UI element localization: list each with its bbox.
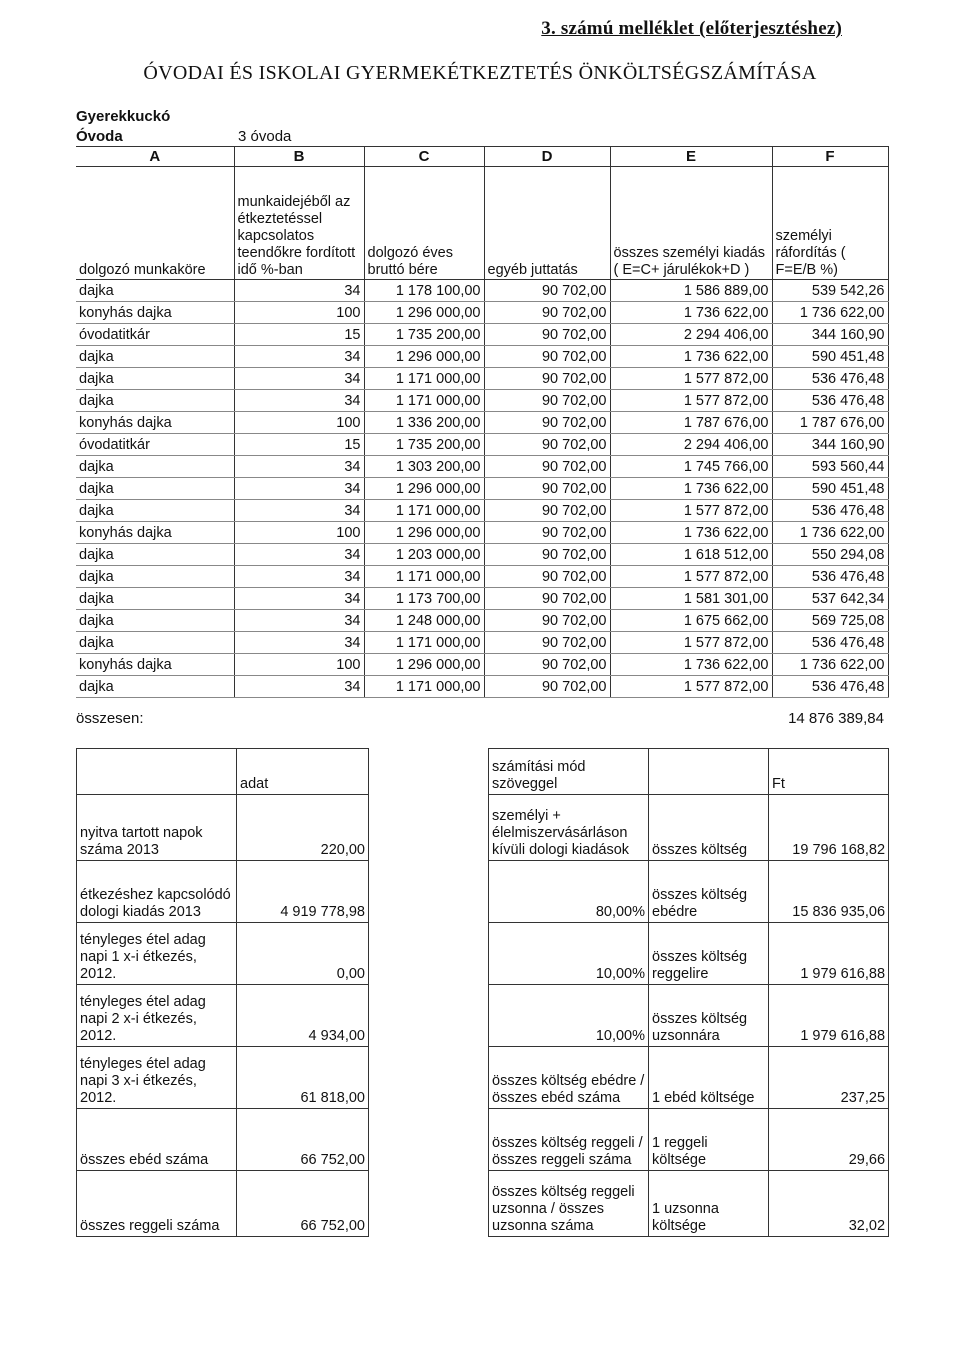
gross-salary: 1 171 000,00 — [364, 676, 484, 698]
column-letter: A — [76, 147, 234, 167]
calc-value: 1 979 616,88 — [769, 923, 889, 985]
personnel-expense: 1 581 301,00 — [610, 588, 772, 610]
input-row — [77, 985, 369, 1047]
calc-row — [489, 985, 889, 1047]
calc-method: személyi + élelmiszervásárláson kívüli dologi kiadások — [492, 808, 630, 858]
column-letter: B — [234, 147, 364, 167]
column-letter: D — [484, 147, 610, 167]
personnel-cost: 536 476,48 — [772, 500, 888, 522]
personnel-expense: 1 577 872,00 — [610, 390, 772, 412]
calc-value: 32,02 — [769, 1171, 889, 1237]
time-percent: 34 — [234, 390, 364, 412]
gross-salary: 1 171 000,00 — [364, 566, 484, 588]
input-value: 0,00 — [237, 923, 369, 985]
personnel-cost: 539 542,26 — [772, 280, 888, 302]
table-row — [76, 654, 888, 676]
personnel-expense: 1 736 622,00 — [610, 478, 772, 500]
time-percent: 15 — [234, 324, 364, 346]
table-row — [76, 478, 888, 500]
personnel-cost: 590 451,48 — [772, 478, 888, 500]
gross-salary: 1 178 100,00 — [364, 280, 484, 302]
job-title: konyhás dajka — [76, 412, 234, 434]
time-percent: 34 — [234, 478, 364, 500]
personnel-cost: 550 294,08 — [772, 544, 888, 566]
personnel-expense: 1 787 676,00 — [610, 412, 772, 434]
calc-label: összes költség ebédre — [649, 861, 769, 923]
calc-label: 1 ebéd költsége — [649, 1047, 769, 1109]
gross-salary: 1 735 200,00 — [364, 434, 484, 456]
job-title: óvodatitkár — [76, 324, 234, 346]
calc-method-cell — [489, 861, 649, 923]
calc-method-cell — [489, 795, 649, 861]
organization-type: Óvoda — [76, 128, 123, 145]
time-percent: 34 — [234, 456, 364, 478]
other-benefit: 90 702,00 — [484, 522, 610, 544]
input-row — [77, 861, 369, 923]
organization-count: 3 óvoda — [238, 128, 292, 145]
other-benefit: 90 702,00 — [484, 478, 610, 500]
personnel-expense: 2 294 406,00 — [610, 324, 772, 346]
personnel-expense: 2 294 406,00 — [610, 434, 772, 456]
gross-salary: 1 171 000,00 — [364, 368, 484, 390]
calc-label: összes költség — [649, 795, 769, 861]
gross-salary: 1 336 200,00 — [364, 412, 484, 434]
table-row — [76, 456, 888, 478]
time-percent: 100 — [234, 412, 364, 434]
other-benefit: 90 702,00 — [484, 280, 610, 302]
organization-name: Gyerekkuckó — [76, 108, 171, 125]
table-row — [76, 280, 888, 302]
personnel-cost: 569 725,08 — [772, 610, 888, 632]
other-benefit: 90 702,00 — [484, 676, 610, 698]
job-title: dajka — [76, 346, 234, 368]
calculation-table — [488, 748, 889, 1237]
gross-salary: 1 296 000,00 — [364, 654, 484, 676]
input-label: összes ebéd száma — [77, 1109, 237, 1171]
personnel-expense: 1 745 766,00 — [610, 456, 772, 478]
input-label: tényleges étel adag napi 3 x-i étkezés, 2012. — [77, 1047, 237, 1109]
column-header: személyi ráfordítás ( F=E/B %) — [772, 167, 888, 280]
other-benefit: 90 702,00 — [484, 632, 610, 654]
time-percent: 34 — [234, 632, 364, 654]
table-row — [76, 434, 888, 456]
gross-salary: 1 173 700,00 — [364, 588, 484, 610]
other-benefit: 90 702,00 — [484, 610, 610, 632]
gross-salary: 1 171 000,00 — [364, 390, 484, 412]
calc-value: 237,25 — [769, 1047, 889, 1109]
job-title: dajka — [76, 632, 234, 654]
job-title: konyhás dajka — [76, 302, 234, 324]
gross-salary: 1 248 000,00 — [364, 610, 484, 632]
job-title: konyhás dajka — [76, 654, 234, 676]
table-row — [76, 566, 888, 588]
input-row — [77, 1171, 369, 1237]
cost-table — [76, 146, 889, 698]
personnel-expense: 1 675 662,00 — [610, 610, 772, 632]
personnel-cost: 536 476,48 — [772, 566, 888, 588]
gross-salary: 1 296 000,00 — [364, 478, 484, 500]
other-benefit: 90 702,00 — [484, 456, 610, 478]
other-benefit: 90 702,00 — [484, 566, 610, 588]
calc-value: 1 979 616,88 — [769, 985, 889, 1047]
time-percent: 100 — [234, 302, 364, 324]
personnel-expense: 1 736 622,00 — [610, 654, 772, 676]
time-percent: 34 — [234, 500, 364, 522]
other-benefit: 90 702,00 — [484, 588, 610, 610]
time-percent: 34 — [234, 346, 364, 368]
gross-salary: 1 171 000,00 — [364, 500, 484, 522]
time-percent: 100 — [234, 654, 364, 676]
other-benefit: 90 702,00 — [484, 324, 610, 346]
time-percent: 34 — [234, 566, 364, 588]
gross-salary: 1 203 000,00 — [364, 544, 484, 566]
calc-method: összes költség ebédre /összes ebéd száma — [492, 1073, 645, 1106]
gross-salary: 1 735 200,00 — [364, 324, 484, 346]
calc-percent: 10,00% — [595, 1028, 646, 1044]
calc-header-row — [489, 749, 889, 795]
gross-salary: 1 296 000,00 — [364, 522, 484, 544]
input-value: 61 818,00 — [237, 1047, 369, 1109]
input-value: 220,00 — [237, 795, 369, 861]
column-header: dolgozó éves bruttó bére — [364, 167, 484, 280]
time-percent: 34 — [234, 544, 364, 566]
input-label: nyitva tartott napok száma 2013 — [77, 795, 237, 861]
column-letter: C — [364, 147, 484, 167]
total-value: 14 876 389,84 — [788, 710, 884, 727]
page-title: ÓVODAI ÉS ISKOLAI GYERMEKÉTKEZTETÉS ÖNKÖLTSÉGSZÁMÍTÁSA — [143, 62, 817, 84]
calc-method: összes költség reggeli /összes reggeli száma — [492, 1135, 643, 1168]
calc-row — [489, 1047, 889, 1109]
other-benefit: 90 702,00 — [484, 368, 610, 390]
time-percent: 34 — [234, 368, 364, 390]
table-row — [76, 324, 888, 346]
table-row — [76, 632, 888, 654]
personnel-expense: 1 577 872,00 — [610, 676, 772, 698]
calc-value: 29,66 — [769, 1109, 889, 1171]
other-benefit: 90 702,00 — [484, 500, 610, 522]
input-row — [77, 923, 369, 985]
annex-title: 3. számú melléklet (előterjesztéshez) — [541, 18, 842, 39]
column-letters-row — [76, 147, 888, 167]
other-benefit: 90 702,00 — [484, 302, 610, 324]
calc-label: 1 reggeli költsége — [649, 1109, 769, 1171]
gross-salary: 1 303 200,00 — [364, 456, 484, 478]
input-label: tényleges étel adag napi 1 x-i étkezés, 2012. — [77, 923, 237, 985]
table-row — [76, 676, 888, 698]
personnel-cost: 537 642,34 — [772, 588, 888, 610]
time-percent: 100 — [234, 522, 364, 544]
job-title: dajka — [76, 456, 234, 478]
other-benefit: 90 702,00 — [484, 544, 610, 566]
calc-row — [489, 1171, 889, 1237]
table-row — [76, 500, 888, 522]
personnel-cost: 536 476,48 — [772, 390, 888, 412]
personnel-expense: 1 736 622,00 — [610, 346, 772, 368]
table-row — [76, 544, 888, 566]
calc-row — [489, 923, 889, 985]
column-header: dolgozó munkaköre — [76, 167, 234, 280]
other-benefit: 90 702,00 — [484, 346, 610, 368]
calc-label: 1 uzsonna költsége — [649, 1171, 769, 1237]
time-percent: 34 — [234, 280, 364, 302]
personnel-cost: 1 736 622,00 — [772, 302, 888, 324]
calc-method-cell — [489, 985, 649, 1047]
calc-method-cell — [489, 923, 649, 985]
method-header: számítási mód szöveggel — [489, 749, 649, 795]
calc-row — [489, 1109, 889, 1171]
input-value: 4 934,00 — [237, 985, 369, 1047]
other-benefit: 90 702,00 — [484, 390, 610, 412]
table-row — [76, 412, 888, 434]
time-percent: 15 — [234, 434, 364, 456]
calc-value: 15 836 935,06 — [769, 861, 889, 923]
input-row — [77, 795, 369, 861]
job-title: dajka — [76, 588, 234, 610]
ft-header: Ft — [769, 749, 889, 795]
input-label: tényleges étel adag napi 2 x-i étkezés, 2012. — [77, 985, 237, 1047]
calc-method-cell — [489, 1047, 649, 1109]
personnel-expense: 1 618 512,00 — [610, 544, 772, 566]
input-label: étkezéshez kapcsolódó dologi kiadás 2013 — [77, 861, 237, 923]
time-percent: 34 — [234, 588, 364, 610]
calc-label: összes költség uzsonnára — [649, 985, 769, 1047]
personnel-expense: 1 586 889,00 — [610, 280, 772, 302]
input-value: 4 919 778,98 — [237, 861, 369, 923]
table-row — [76, 302, 888, 324]
job-title: konyhás dajka — [76, 522, 234, 544]
other-benefit: 90 702,00 — [484, 412, 610, 434]
personnel-expense: 1 577 872,00 — [610, 500, 772, 522]
job-title: dajka — [76, 500, 234, 522]
input-value: 66 752,00 — [237, 1171, 369, 1237]
input-value: 66 752,00 — [237, 1109, 369, 1171]
column-header-row — [76, 167, 888, 280]
input-header-row — [77, 749, 369, 795]
personnel-expense: 1 577 872,00 — [610, 368, 772, 390]
personnel-cost: 593 560,44 — [772, 456, 888, 478]
table-row — [76, 390, 888, 412]
calc-percent: 10,00% — [595, 966, 646, 982]
personnel-cost: 536 476,48 — [772, 632, 888, 654]
gross-salary: 1 296 000,00 — [364, 346, 484, 368]
personnel-cost: 1 736 622,00 — [772, 522, 888, 544]
job-title: dajka — [76, 390, 234, 412]
job-title: dajka — [76, 610, 234, 632]
personnel-expense: 1 736 622,00 — [610, 302, 772, 324]
job-title: óvodatitkár — [76, 434, 234, 456]
total-label: összesen: — [76, 710, 144, 727]
gross-salary: 1 296 000,00 — [364, 302, 484, 324]
column-letter: E — [610, 147, 772, 167]
job-title: dajka — [76, 544, 234, 566]
table-row — [76, 588, 888, 610]
calc-method-cell — [489, 1109, 649, 1171]
table-row — [76, 610, 888, 632]
personnel-cost: 590 451,48 — [772, 346, 888, 368]
time-percent: 34 — [234, 610, 364, 632]
calc-label: összes költség reggelire — [649, 923, 769, 985]
other-benefit: 90 702,00 — [484, 434, 610, 456]
calc-method-cell — [489, 1171, 649, 1237]
empty-cell — [77, 749, 237, 795]
job-title: dajka — [76, 368, 234, 390]
gross-salary: 1 171 000,00 — [364, 632, 484, 654]
empty-cell — [649, 749, 769, 795]
time-percent: 34 — [234, 676, 364, 698]
job-title: dajka — [76, 478, 234, 500]
column-header: összes személyi kiadás ( E=C+ járulékok+D ) — [610, 167, 772, 280]
calc-value: 19 796 168,82 — [769, 795, 889, 861]
input-header: adat — [237, 749, 369, 795]
personnel-expense: 1 577 872,00 — [610, 566, 772, 588]
input-data-table — [76, 748, 369, 1237]
column-header: munkaidejéből az étkeztetéssel kapcsolatos teendőkre fordított idő %-ban — [234, 167, 364, 280]
column-header: egyéb juttatás — [484, 167, 610, 280]
personnel-cost: 536 476,48 — [772, 676, 888, 698]
table-row — [76, 522, 888, 544]
table-row — [76, 368, 888, 390]
other-benefit: 90 702,00 — [484, 654, 610, 676]
personnel-cost: 536 476,48 — [772, 368, 888, 390]
job-title: dajka — [76, 566, 234, 588]
personnel-cost: 1 736 622,00 — [772, 654, 888, 676]
calc-percent: 80,00% — [595, 904, 646, 920]
personnel-cost: 344 160,90 — [772, 434, 888, 456]
calc-row — [489, 861, 889, 923]
job-title: dajka — [76, 676, 234, 698]
calc-row — [489, 795, 889, 861]
personnel-expense: 1 577 872,00 — [610, 632, 772, 654]
personnel-cost: 344 160,90 — [772, 324, 888, 346]
input-row — [77, 1109, 369, 1171]
calc-method: összes költség reggeli uzsonna / összes uzsonna száma — [492, 1184, 635, 1234]
input-label: összes reggeli száma — [77, 1171, 237, 1237]
personnel-expense: 1 736 622,00 — [610, 522, 772, 544]
job-title: dajka — [76, 280, 234, 302]
personnel-cost: 1 787 676,00 — [772, 412, 888, 434]
input-row — [77, 1047, 369, 1109]
table-row — [76, 346, 888, 368]
column-letter: F — [772, 147, 888, 167]
